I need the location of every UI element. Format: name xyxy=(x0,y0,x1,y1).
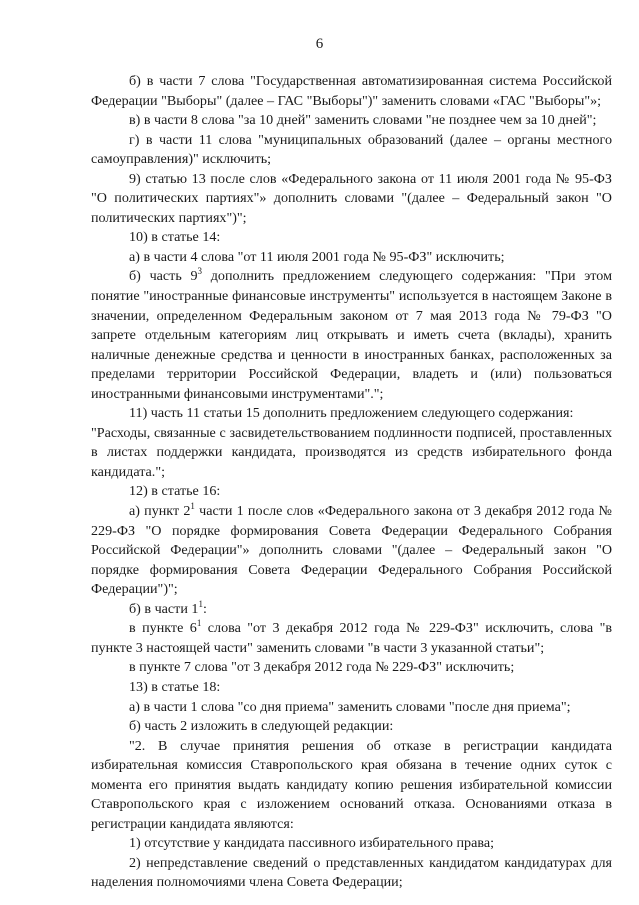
paragraph-text: 10) в статье 14: xyxy=(129,229,221,246)
paragraph-text: г) в части 11 слова "муниципальных образований (далее – органы местного самоуправления)" исключить; xyxy=(91,131,612,168)
superscript: 3 xyxy=(197,266,203,277)
superscript: 1 xyxy=(190,501,195,512)
paragraph-text: б) в части 1 xyxy=(129,600,199,617)
paragraph-text: а) в части 4 слова "от 11 июля 2001 года № 95-ФЗ" исключить; xyxy=(129,248,505,265)
paragraph-text: части 1 после слов «Федерального закона от 3 декабря 2012 года № 229-ФЗ "О порядке формирования Совета Федерации Федерального Собрания Российской Федерации"» дополнить словами "(далее – Федеральный закон "О порядке формирования Совета Федерации Федерального Собрания Российской Федерации")"; xyxy=(91,503,612,598)
paragraph-p11 xyxy=(91,502,612,600)
paragraph-text: а) в части 1 слова "со дня приема" заменить словами "после дня приема"; xyxy=(129,698,571,715)
paragraph-text: б) часть 2 изложить в следующей редакции: xyxy=(129,718,394,735)
paragraph-p2 xyxy=(91,111,612,131)
paragraph-p4 xyxy=(91,170,612,229)
paragraph-p5 xyxy=(91,228,612,248)
paragraph-p7 xyxy=(91,267,612,404)
paragraph-p3 xyxy=(91,131,612,170)
paragraph-text: 11) часть 11 статьи 15 дополнить предложением следующего содержания: xyxy=(129,405,574,422)
paragraph-text: 12) в статье 16: xyxy=(129,483,221,500)
paragraph-text: а) пункт 2 xyxy=(129,503,191,520)
paragraph-text: в пункте 6 xyxy=(129,620,197,637)
paragraph-text: 1) отсутствие у кандидата пассивного избирательного права; xyxy=(129,835,494,852)
paragraph-p16 xyxy=(91,698,612,718)
paragraph-p8 xyxy=(91,404,612,424)
paragraph-p9 xyxy=(91,424,612,483)
paragraph-text: в пункте 7 слова "от 3 декабря 2012 года № 229-ФЗ" исключить; xyxy=(129,659,515,676)
paragraph-p15 xyxy=(91,678,612,698)
superscript: 1 xyxy=(196,618,202,629)
paragraph-text: дополнить предложением следующего содержания: "При этом понятие "иностранные финансовые инструменты" используется в настоящем Законе в значении, определенном Федеральным законом от 7 мая 2013 года № 79-ФЗ "О запрете отдельным категориям лиц открывать и иметь счета (вклады), хранить наличные денежные средства и ценности в иностранных банках, расположенных за пределами территории Российской Федерации, владеть и (или) пользоваться иностранными финансовыми инструментами"."; xyxy=(91,268,612,402)
paragraph-p10 xyxy=(91,482,612,502)
paragraph-p19 xyxy=(91,834,612,854)
page-number: 6 xyxy=(315,36,324,52)
paragraph-p6 xyxy=(91,248,612,268)
superscript: 1 xyxy=(198,598,203,609)
paragraph-text: б) в части 7 слова "Государственная автоматизированная система Российской Федерации "Выборы" (далее – ГАС "Выборы")" заменить словами «ГАС "Выборы"»; xyxy=(91,73,612,109)
paragraph-text: в) в части 8 слова "за 10 дней" заменить словами "не позднее чем за 10 дней"; xyxy=(129,112,597,129)
paragraph-text: : xyxy=(202,600,207,617)
paragraph-p18 xyxy=(91,737,612,835)
paragraph-text: 9) статью 13 после слов «Федерального закона от 11 июля 2001 года № 95-ФЗ "О политических партиях"» дополнить словами "(далее – Федеральный закон "О политических партиях")"; xyxy=(91,170,612,226)
paragraph-text: 13) в статье 18: xyxy=(129,678,221,695)
paragraph-p17 xyxy=(91,717,612,737)
paragraph-p1 xyxy=(91,72,612,111)
paragraph-text: б) часть 9 xyxy=(129,268,198,285)
paragraph-p20 xyxy=(91,854,612,893)
paragraph-p13 xyxy=(91,619,612,658)
paragraph-text: 2) непредставление сведений о представленных кандидатом кандидатурах для наделения полномочиями члена Совета Федерации; xyxy=(91,854,612,891)
paragraph-text: слова "от 3 декабря 2012 года № 229-ФЗ" исключить, слова "в пункте 3 настоящей части" заменить словами "в части 3 указанной статьи"; xyxy=(91,620,612,656)
paragraph-text: "Расходы, связанные с засвидетельствованием подлинности подписей, проставленных в листах поддержки кандидата, производятся из средств избирательного фонда кандидата."; xyxy=(91,424,612,480)
paragraph-p14 xyxy=(91,658,612,678)
paragraph-text: "2. В случае принятия решения об отказе в регистрации кандидата избирательная комиссия Ставропольского края обязана в течение одних суток с момента его принятия выдать кандидату копию решения избирательной комиссии Ставропольского края с изложением оснований отказа. Основаниями отказа в регистрации кандидата являются: xyxy=(91,737,612,832)
paragraph-p12 xyxy=(91,600,612,620)
document-body xyxy=(91,72,612,893)
